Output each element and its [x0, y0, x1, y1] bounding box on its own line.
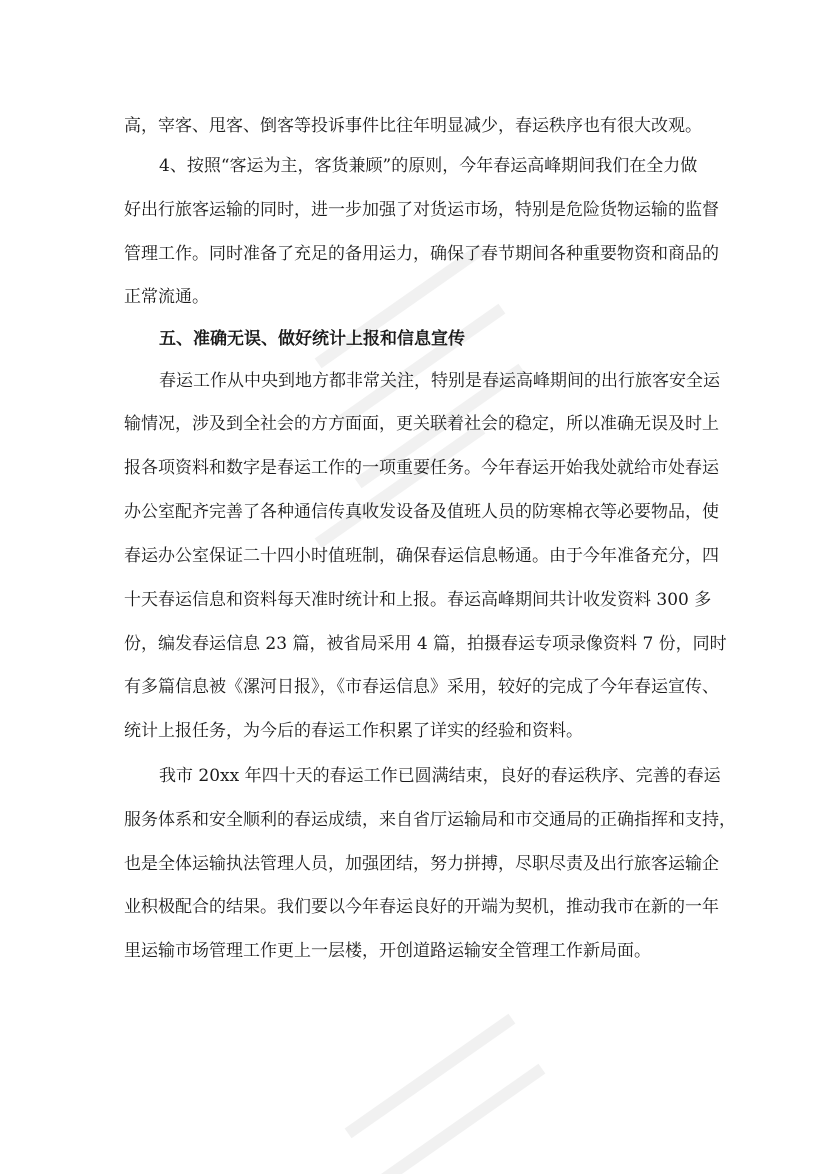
paragraph-line: 春运办公室保证二十四小时值班制，确保春运信息畅通。由于今年准备充分，四 — [124, 546, 719, 566]
paragraph-line: 管理工作。同时准备了充足的备用运力，确保了春节期间各种重要物资和商品的 — [124, 244, 719, 264]
paragraph-line: 好出行旅客运输的同时，进一步加强了对货运市场，特别是危险货物运输的监督 — [124, 200, 719, 220]
paragraph-line: 报各项资料和数字是春运工作的一项重要任务。今年春运开始我处就给市处春运 — [124, 458, 719, 478]
paragraph-line: 春运工作从中央到地方都非常关注，特别是春运高峰期间的出行旅客安全运 — [159, 371, 720, 391]
paragraph-line: 我市 20xx 年四十天的春运工作已圆满结束，良好的春运秩序、完善的春运 — [159, 766, 721, 786]
paragraph-line: 十天春运信息和资料每天准时统计和上报。春运高峰期间共计收发资料 300 多 — [124, 590, 712, 610]
section-heading: 五、准确无误、做好统计上报和信息宣传 — [159, 329, 465, 349]
paragraph-line: 高，宰客、甩客、倒客等投诉事件比往年明显减少，春运秩序也有很大改观。 — [124, 116, 702, 136]
paragraph-line: 也是全体运输执法管理人员，加强团结，努力拼搏，尽职尽责及出行旅客运输企 — [124, 854, 719, 874]
paragraph-line: 服务体系和安全顺利的春运成绩，来自省厅运输局和市交通局的正确指挥和支持， — [124, 810, 736, 830]
paragraph-line: 份，编发春运信息 23 篇，被省局采用 4 篇，拍摄春运专项录像资料 7 份，同时 — [124, 634, 727, 654]
paragraph-line: 有多篇信息被《漯河日报》，《市春运信息》采用，较好的完成了今年春运宣传、 — [124, 677, 719, 697]
paragraph-line: 业积极配合的结果。我们要以今年春运良好的开端为契机，推动我市在新的一年 — [124, 897, 719, 917]
paragraph-line: 里运输市场管理工作更上一层楼，开创道路运输安全管理工作新局面。 — [124, 941, 651, 961]
paragraph-line: 办公室配齐完善了各种通信传真收发设备及值班人员的防寒棉衣等必要物品，使 — [124, 502, 719, 522]
paragraph-line: 输情况，涉及到全社会的方方面面，更关联着社会的稳定，所以准确无误及时上 — [124, 414, 719, 434]
paragraph-line: 4、按照“客运为主，客货兼顾”的原则，今年春运高峰期间我们在全力做 — [159, 156, 698, 176]
watermark-mark-lower — [345, 1014, 546, 1174]
paragraph-line: 正常流通。 — [124, 287, 209, 307]
paragraph-line: 统计上报任务，为今后的春运工作积累了详实的经验和资料。 — [124, 721, 583, 741]
